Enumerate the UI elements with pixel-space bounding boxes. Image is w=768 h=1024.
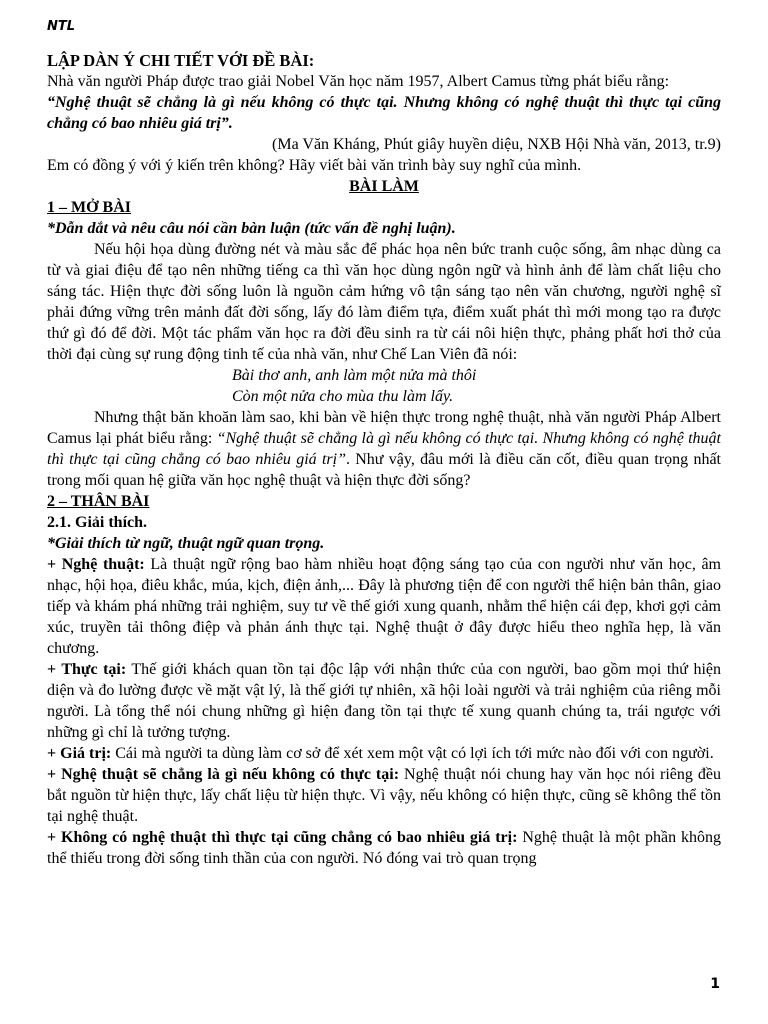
term-text: Thế giới khách quan tồn tại độc lập với nhận thức của con người, bao gồm mọi thứ hiện diện và đo lường được về mặt vật lý, là thế giới tự nhiên, xã hội loài người và trải nghiệm của riêng mỗi người. Là tổng thể nói chung những gì hiện đang tồn tại thực tế xung quanh chúng ta, trái ngược với những gì chỉ là tưởng tượng. [47,661,722,741]
document-body [47,50,721,869]
topic-intro: Nhà văn người Pháp được trao giải Nobel Văn học năm 1957, Albert Camus từng phát biểu rằng: [47,73,670,90]
mo-bai-heading: 1 – MỞ BÀI [47,199,131,216]
page-header: NTL [47,19,76,34]
topic-quote: “Nghệ thuật sẽ chẳng là gì nếu không có thực tại. Nhưng không có nghệ thuật thì thực tại cũng chẳng có bao nhiêu giá trị”. [47,94,721,132]
paragraph-2-start: Nhưng thật băn khoăn làm sao, khi bàn về hiện thực trong nghệ thuật, nhà văn người Pháp Albert Camus lại phát biểu rằng: [47,409,721,447]
term-thuc-tai [47,659,721,743]
term-text: Nghệ thuật là một phần không thể thiếu trong đời sống tinh thần của con người. Nó đóng vai trò quan trọng [47,829,722,867]
topic-source: (Ma Văn Kháng, Phút giây huyền diệu, NXB Hội Nhà văn, 2013, tr.9) [272,136,721,153]
topic-question: Em có đồng ý với ý kiến trên không? Hãy viết bài văn trình bày suy nghĩ của mình. [47,157,582,174]
term-label: + Giá trị: [47,745,112,762]
than-bai-subheading: *Giải thích từ ngữ, thuật ngữ quan trọng. [47,535,325,552]
mo-bai-paragraph-1: Nếu hội họa dùng đường nét và màu sắc để phác họa nên bức tranh cuộc sống, âm nhạc dùng ca từ và giai điệu để tạo nên những tiếng ca thì văn học dùng ngôn ngữ và hình ảnh để làm chất liệu cho sáng tác. Hiện thực đời sống luôn là nguồn cảm hứng vô tận sáng tạo nên văn chương, người nghệ sĩ phải đứng vững trên mảnh đất đời sống, lấy đó làm điểm tựa, điểm xuất phát thì mới mong tạo ra được thứ gì đó để đời. Một tác phẩm văn học ra đời đều sinh ra từ cái nôi hiện thực, phảng phất hơi thở của thời đại cùng sự rung động tinh tế của nhà văn, như Chế Lan Viên đã nói: [47,241,721,363]
term-nghe-thuat [47,554,721,659]
topic-title: LẬP DÀN Ý CHI TIẾT VỚI ĐỀ BÀI: [47,51,315,70]
term-text: Nghệ thuật nói chung hay văn học nói riêng đều bắt nguồn từ hiện thực, lấy chất liệu từ hiện thực. Vì vậy, nếu không có hiện thực, cũng sẽ không thể tồn tại nghệ thuật. [47,766,722,825]
page-number: 1 [710,976,720,992]
paragraph-2-end: . Như vậy, đâu mới là điều căn cốt, điều quan trọng nhất trong mối quan hệ giữa văn học nghệ thuật và hiện thực đời sống? [47,451,721,489]
term-label: + Nghệ thuật sẽ chẳng là gì nếu không có thực tại: [47,766,400,783]
poem-line-1: Bài thơ anh, anh làm một nửa mà thôi [232,367,477,384]
term-khong-co-nghe-thuat [47,827,721,869]
term-label: + Nghệ thuật: [47,556,145,573]
than-bai-heading: 2 – THÂN BÀI [47,493,150,510]
term-nghe-thuat-thuc-tai [47,764,721,827]
term-label: + Không có nghệ thuật thì thực tại cũng chẳng có bao nhiêu giá trị: [47,829,518,846]
section-heading: 2.1. Giải thích. [47,514,148,531]
camus-quote: “Nghệ thuật sẽ chẳng là gì nếu không có thực tại. Nhưng không có nghệ thuật thì thực tại cũng chẳng có bao nhiêu giá trị” [47,430,722,468]
mo-bai-subheading: *Dẫn dắt và nêu câu nói cần bàn luận (tức vấn đề nghị luận). [47,220,456,237]
essay-title: BÀI LÀM [349,178,419,195]
mo-bai-paragraph-2 [47,407,721,491]
term-text: Cái mà người ta dùng làm cơ sở để xét xem một vật có lợi ích tới mức nào đối với con người. [111,745,714,762]
term-text: Là thuật ngữ rộng bao hàm nhiều hoạt động sáng tạo của con người như văn học, âm nhạc, hội họa, điêu khắc, múa, kịch, điện ảnh,... Đây là phương tiện để con người thể hiện bản thân, giao tiếp và khám phá những trải nghiệm, suy tư về thế giới xung quanh, nhằm thể hiện cái đẹp, khơi gợi cảm xúc, truyền tải thông điệp và phản ánh thực tại. Nghệ thuật ở đây được hiểu theo nghĩa hẹp, là văn chương. [47,556,721,657]
poem-line-2: Còn một nửa cho mùa thu làm lấy. [232,388,454,405]
term-label: + Thực tại: [47,661,127,678]
term-gia-tri [47,743,721,764]
